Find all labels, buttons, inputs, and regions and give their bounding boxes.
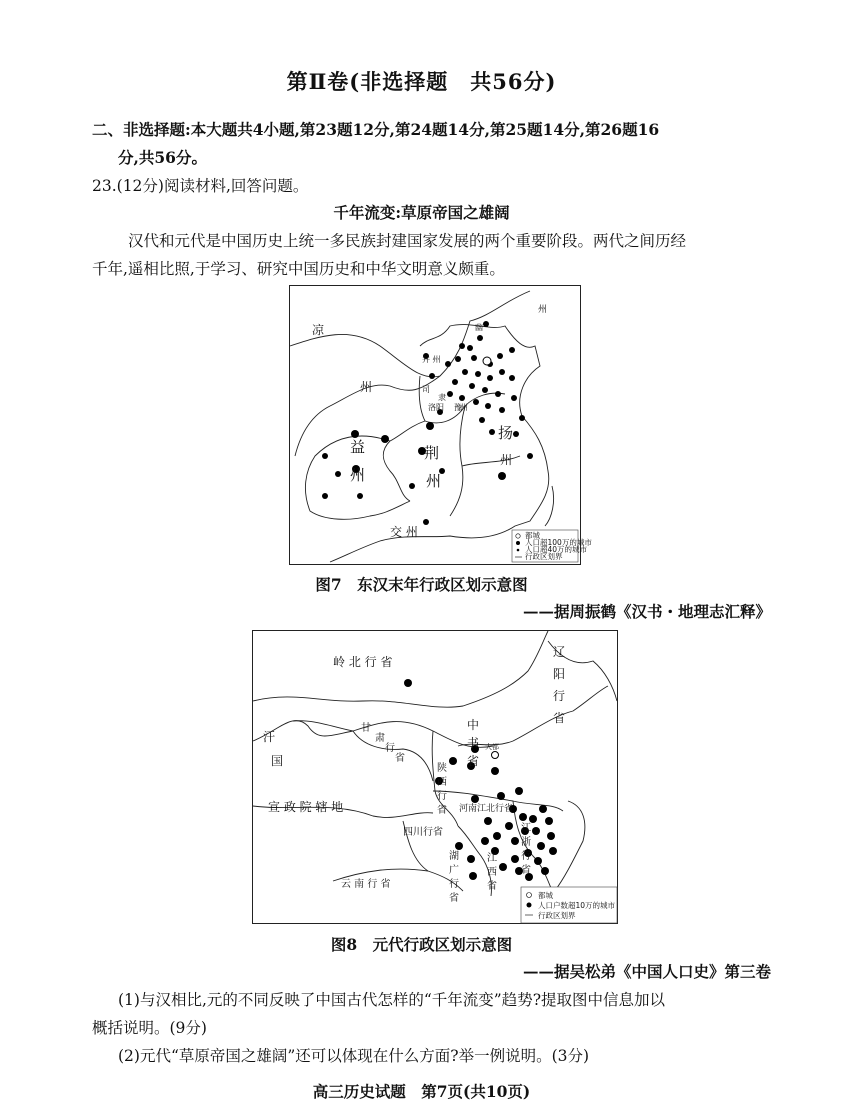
q2-text: (2)元代“草原帝国之雄阔”还可以体现在什么方面?举一例说明。(3分) [118,1047,590,1065]
liaoyang-4: 省 [553,711,566,725]
instruction-line-1: 二、非选择题:本大题共4小题,第23题12分,第24题14分,第25题14分,第26题16 [92,120,660,139]
question-header: 23.(12分)阅读材料,回答问题。 [92,177,309,195]
jiangzhe-3: 行 [521,851,531,862]
zhou-yang-label: 州 [500,453,513,467]
zhou-yi-label: 州 [350,466,366,484]
liaoyang-2: 阳 [553,667,566,681]
gansu-4: 省 [395,753,405,764]
jiao-label: 交 州 [390,525,418,539]
intro-line-1: 汉代和元代是中国历史上统一多民族封建国家发展的两个重要阶段。两代之间历经 [128,232,687,250]
han-legend-40w: 人口超40万的城市 [525,545,588,554]
han-legend-capital: 都城 [525,531,540,540]
zhou-ne-label: 州 [538,305,548,315]
intro-line-2: 千年,遥相比照,于学习、研究中国历史和中华文明意义颇重。 [92,260,505,278]
huguang-1: 湖 [449,851,459,862]
yu-label: 豫 [454,403,462,412]
section-title: 第Ⅱ卷(非选择题 共56分) [286,69,557,94]
gansu-1: 甘 [361,723,371,734]
han-legend [512,530,592,562]
gansu-3: 行 [385,743,395,754]
zhou-jing-label: 州 [426,472,442,490]
yuan-legend-boundary: 行政区划界 [538,911,576,920]
shaanxi-3: 行 [437,791,447,802]
liaoyang-3: 行 [553,689,566,703]
zhou-w-label: 州 [360,380,373,394]
han-1: 汗 [263,730,276,744]
q1-line-1: (1)与汉相比,元的不同反映了中国古代怎样的“千年流变”趋势?提取图中信息加以 [118,991,666,1009]
page-footer: 高三历史试题 第7页(共10页) [312,1082,531,1101]
yuan-map-svg [253,631,617,923]
luoyang-label: 洛阳 [428,403,444,412]
shaanxi-1: 陕 [437,763,447,774]
huguang-3: 行 [449,879,459,890]
shaanxi-2: 西 [437,777,447,788]
zhou-yu-label: 州 [460,403,468,412]
shaanxi-4: 省 [437,805,447,816]
han-legend-boundary: 行政区划界 [525,552,563,561]
lingbei-label: 岭 北 行 省 [333,655,393,669]
you-label: 幽 [475,323,483,332]
liang-label: 凉 [312,323,325,337]
yunnan-label: 云 南 行 省 [341,879,391,890]
jiangzhe-4: 省 [521,865,531,876]
zhongshu-3: 省 [467,754,480,768]
yi-label: 益 [350,438,366,456]
jiangzhe-1: 江 [521,823,531,834]
han-map-svg [290,286,592,564]
han-map [289,285,592,565]
yang-label: 扬 [498,424,514,442]
henan-label: 河南江北行省 [459,804,514,814]
huguang-4: 省 [449,893,459,904]
sichuan-label: 四川行省 [403,827,443,838]
liaoyang-1: 辽 [553,645,566,659]
si-label: 司 [422,385,430,394]
zhongshu-1: 中 [467,718,480,732]
han-legend-100w: 人口超100万的城市 [525,538,592,547]
yuan-legend-capital: 都城 [538,891,553,900]
zhongshu-2: 书 [467,736,480,750]
dadu-label: 大都 [485,743,499,751]
yuan-map [252,630,618,924]
map1-caption: 图7 东汉末年行政区划示意图 [315,575,528,594]
xuanzheng-label: 宣 政 院 辖 地 [268,800,344,814]
q1-line-2: 概括说明。(9分) [92,1019,207,1037]
jiangxi-1: 江 [487,853,497,864]
map2-source: ——据吴松弟《中国人口史》第三卷 [522,962,771,981]
han-2: 国 [271,754,284,768]
yuan-legend [521,887,617,923]
material-title: 千年流变:草原帝国之雄阔 [333,203,510,222]
map1-source: ——据周振鹤《汉书・地理志汇释》 [522,602,771,621]
yuan-legend-10w: 人口户数超10万的城市 [538,901,616,910]
gansu-2: 肃 [375,733,385,744]
huguang-2: 广 [449,865,459,876]
bing-label: 并 州 [422,355,441,364]
jing-label: 荆 [424,444,440,462]
instruction-line-2: 分,共56分。 [118,148,207,167]
map2-caption: 图8 元代行政区划示意图 [330,935,513,954]
li-label: 隶 [438,393,446,402]
jiangxi-3: 省 [487,881,497,892]
jiangxi-2: 西 [487,867,497,878]
jiangzhe-2: 浙 [521,837,531,848]
